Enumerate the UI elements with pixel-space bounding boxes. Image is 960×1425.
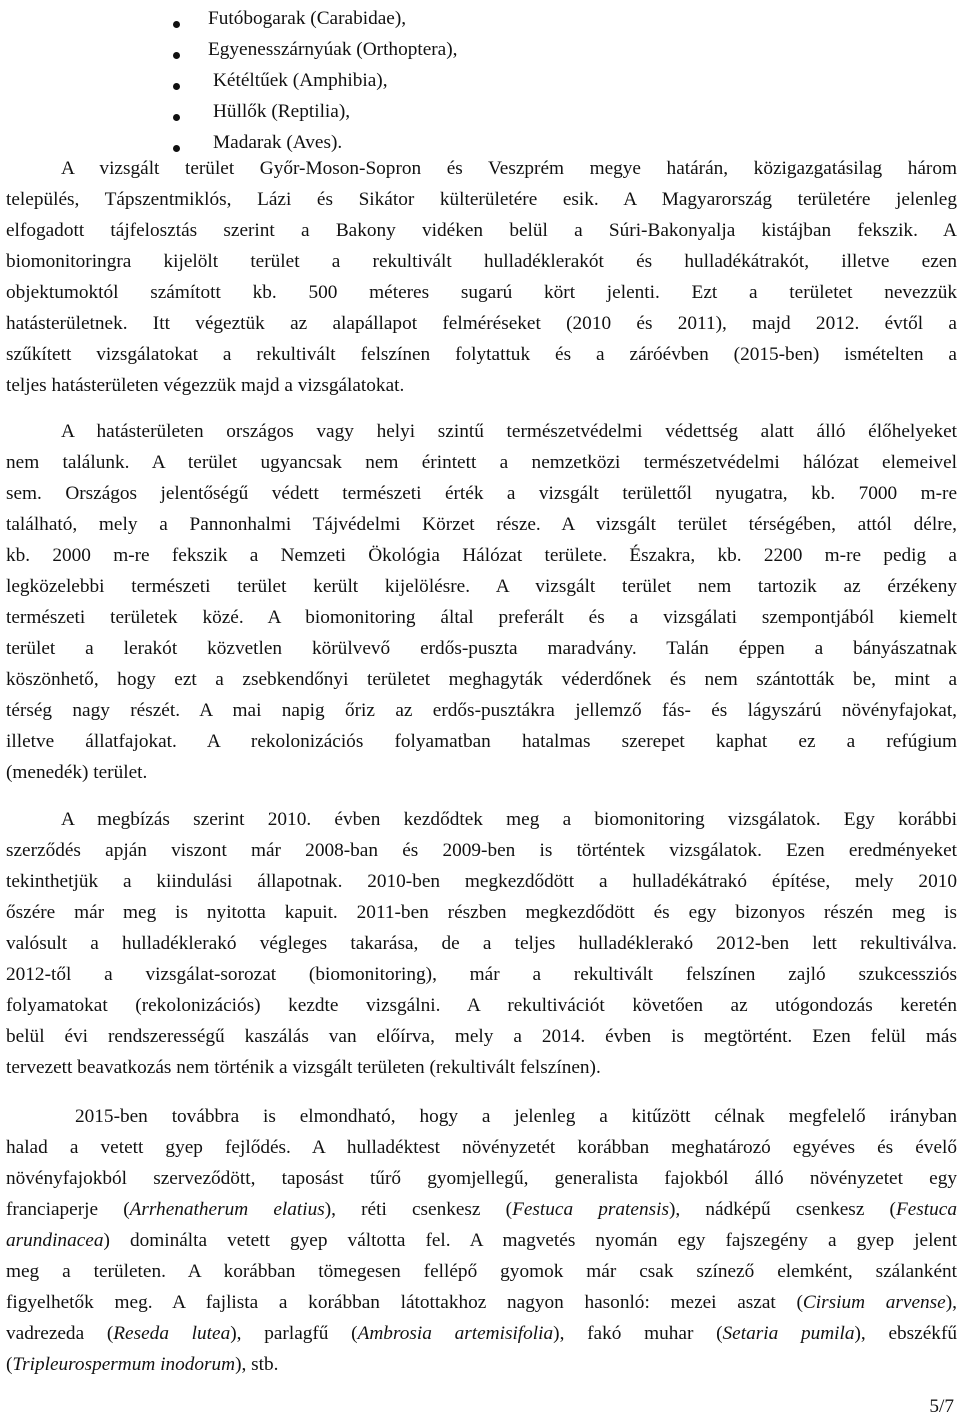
text-line: (Tripleurospermum inodorum), stb. — [6, 1354, 279, 1375]
text-line: arundinacea) dominálta vetett gyep váltotta fel. A magvetés nyomán egy fajszegény a gyep jelent — [6, 1230, 957, 1251]
text-line: vadrezeda (Reseda lutea), parlagfű (Ambrosia artemisifolia), fakó muhar (Setaria pumila), ebszékfű — [6, 1323, 958, 1344]
document-page: Futóbogarak (Carabidae), Egyenesszárnyúak (Orthoptera), Kétéltűek (Amphibia), Hüllők (Reptilia), Madarak (Aves). A vizsgált terület Győr-Moson-Sopron és Veszprém megye határán, közigazgatásilag három település, Tápszentmiklós, Lázi és Sikátor külterületére esik. A Magyarország területére jelenleg elfogadott tájfelosztás szerint a Bakony vidéken belül a Súri-Bakonyalja kistájban fekszik. A biomonitoringra kijelölt terület a rekultivált hulladéklerakót és hulladékátrakót, illetve ezen objektumoktól számított kb. 500 méteres sugarú kört jelenti. Ezt a területet nevezzük hatásterületnek. Itt végeztük az alapállapot felméréseket (2010 és 2011), majd 2012. évtől a szűkített vizsgálatokat a rekultivált felszínen folytattuk és a záróévben (2015-ben) ismételten a teljes hatásterületen végezzük majd a vizsgálatokat. A hatásterületen országos vagy helyi szintű természetvédelmi védettség alatt álló élőhelyeket nem találunk. A terület ugyancsak nem érintett a nemzetközi természetvédelmi hálózat elemeivel sem. Országos jelentőségű védett természeti érték a vizsgált területtől nyugatra, kb. 7000 m-re található, mely a Pannonhalmi Tájvédelmi Körzet része. A vizsgált terület térségében, attól délre, kb. 2000 m-re fekszik a Nemzeti Ökológia Hálózat területe. Északra, kb. 2200 m-re pedig a legközelebbi természeti terület került kijelölésre. A vizsgált terület nem tartozik az érzékeny természeti területek közé. A biomonitoring által preferált és a vizsgálati szempontjából kiemelt terület a lerakót közvetlen körülvevő erdős-puszta maradvány. Talán éppen a bányászatnak köszönhető, hogy ezt a zsebkendőnyi területet meghagyták véderdőnek és nem szántották be, mint a térség nagy részét. A mai napig őriz az erdős-pusztákra jellemző fás- és lágyszárú növényfajokat, illetve állatfajokat. A rekolonizációs folyamatban hatalmas szerepet kaphat ez a refúgium (menedék) terület. A megbízás szerint 2010. évben kezdődtek meg a biomonitoring vizsgálatok. Egy korábbi szerződés apján viszont már 2008-ban és 2009-ben is történtek vizsgálatok. Ezen eredményeket tekinthetjük a kiindulási állapotnak. 2010-ben megkezdődött a hulladékátrakó építése, mely 2010 őszére már meg is nyitotta kapuit. 2011-ben részben megkezdődött és egy bizonyos részén meg is valósult a hulladéklerakó végleges takarása, de a teljes hulladéklerakó 2012-ben lett rekultiválva. 2012-től a vizsgálat-sorozat (biomonitoring), már a rekultivált felszínen zajló szukcessziós folyamatokat (rekolonizációs) kezdte vizsgálni. A rekultivációt követően az utógondozás keretén belül évi rendszerességű kaszálás van előírva, mely a 2014. évben is megtörtént. Ezen felül más tervezett beavatkozás nem történik a vizsgált területen (rekultivált felszínen). 2015-ben továbbra is elmondható, hogy a jelenleg a kitűzött célnak megfelelő irányban halad a vetett gyep fejlődés. A hulladéktest növényzetét korábban meghatározó egyéves és évelő növényfajokból szerveződött, taposást tűrő gyomjellegű, generalista fajokból álló növényzetet egy franciaperje (Arrhenatherum elatius), réti csenkesz (Festuca pratensis), nádképű csenkesz (Festuca arundinacea) dominálta vetett gyep váltotta fel. A magvetés nyomán egy fajszegény a gyep jelent meg a területen. A korábban tömegesen fellépő gyomok már csak színező elemként, szálanként figyelhetők meg. A fajlista a korábban látottakhoz nagyon hasonló: mezei aszat (Cirsium arvense), vadrezeda (Reseda lutea), parlagfű (Ambrosia artemisifolia), fakó muhar (Setaria pumila), ebszékfű (Tripleurospermum inodorum), stb. 5/7 — [6, 8, 958, 1417]
text-line: figyelhetők meg. A fajlista a korábban látottakhoz nagyon hasonló: mezei aszat (Cirsium arvense), — [6, 1292, 957, 1313]
bullet-icon — [173, 114, 180, 121]
bullet-icon — [173, 52, 180, 59]
bullet-icon — [173, 83, 180, 90]
bullet-icon — [173, 145, 180, 152]
page-number: 5/7 — [929, 1396, 954, 1417]
text-line: franciaperje (Arrhenatherum elatius), réti csenkesz (Festuca pratensis), nádképű csenkesz (Festuca — [6, 1199, 957, 1220]
bullet-icon — [173, 21, 180, 28]
